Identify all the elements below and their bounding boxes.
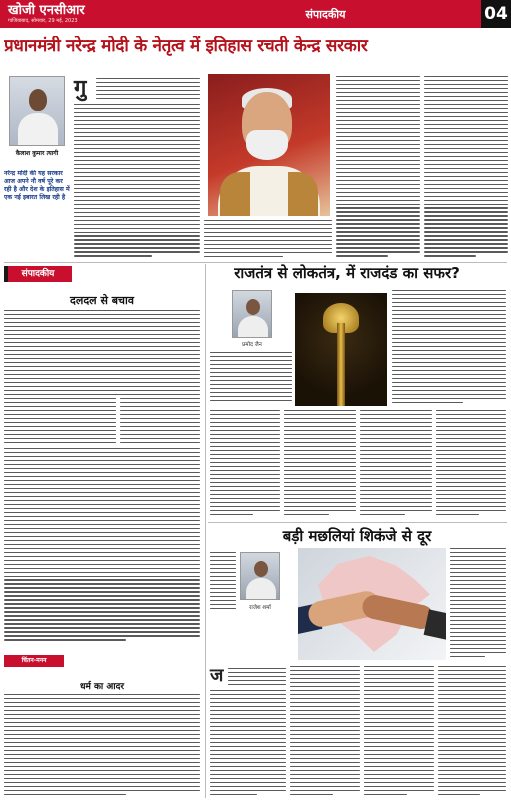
pull-quote: नरेन्द्र मोदी की यह सरकार आज अपने नौ वर्ष पूरे कर रही है और देश के इतिहास में एक नई इबारत लिख रही है — [4, 170, 70, 201]
author-name-story-three: राजेश शर्मा — [249, 605, 271, 611]
lead-body-column-1b — [74, 104, 200, 260]
editorial-body-left — [4, 398, 116, 446]
story-two-intro — [210, 352, 292, 404]
story-two-column-right — [392, 290, 506, 406]
edition-date: गाजियाबाद, सोमवार, 29 मई, 2023 — [8, 17, 78, 24]
prime-minister-photo — [208, 74, 330, 216]
editorial-badge: संपादकीय — [4, 266, 72, 282]
editorial-body-bottom — [4, 448, 200, 644]
horizontal-divider — [4, 262, 507, 263]
columnist-name: कैलाश कुमार त्यागी — [15, 150, 59, 157]
sub-column-title: धर्म का आदर — [79, 682, 125, 692]
editorial-title: दलदल से बचाव — [70, 294, 134, 307]
newspaper-logo: खोजी एनसीआर — [8, 2, 85, 18]
horizontal-divider-2 — [208, 522, 507, 523]
columnist-photo — [9, 76, 65, 146]
story-three-column-right — [450, 548, 506, 660]
lead-headline: प्रधानमंत्री नरेन्द्र मोदी के नेतृत्व में इतिहास रचती केन्द्र सरकार — [4, 36, 368, 56]
sengol-sceptre-photo — [295, 293, 387, 406]
author-photo-story-three — [240, 552, 280, 600]
story-two-body-4 — [436, 410, 506, 520]
handshake-map-photo — [298, 548, 446, 660]
sub-column-body — [4, 694, 200, 798]
author-name-story-two: प्रमोद जैन — [242, 342, 262, 348]
story-three-body-3 — [364, 666, 434, 798]
masthead — [0, 0, 511, 28]
story-three-body-4 — [438, 666, 506, 798]
lead-body-column-2 — [204, 220, 332, 260]
author-photo-story-two — [232, 290, 272, 338]
lead-body-column-3 — [336, 76, 420, 260]
editorial-body-right — [120, 398, 200, 446]
lead-body-column-1 — [96, 78, 200, 102]
vertical-divider — [205, 264, 206, 798]
section-title: संपादकीय — [305, 7, 346, 21]
big-fish-headline: बड़ी मछलियां शिकंजे से दूर — [282, 527, 432, 545]
story-two-body-2 — [284, 410, 356, 520]
story-three-body-2 — [290, 666, 360, 798]
story-two-body-1 — [210, 410, 280, 520]
masthead-brand — [0, 4, 170, 25]
editorial-body-top — [4, 310, 200, 396]
story-two-body-3 — [360, 410, 432, 520]
drop-cap-j: ज — [210, 665, 224, 686]
story-three-body-1b — [210, 690, 286, 798]
story-three-body-1 — [228, 668, 286, 688]
page-number: 04 — [481, 0, 511, 28]
drop-cap-g: गु — [74, 75, 87, 101]
sengol-headline: राजतंत्र से लोकतंत्र, में राजदंड का सफर? — [234, 264, 460, 282]
lead-body-column-4 — [424, 76, 508, 260]
story-three-intro — [210, 552, 236, 612]
chintan-manan-badge: चिंतन-मनन — [4, 655, 64, 667]
